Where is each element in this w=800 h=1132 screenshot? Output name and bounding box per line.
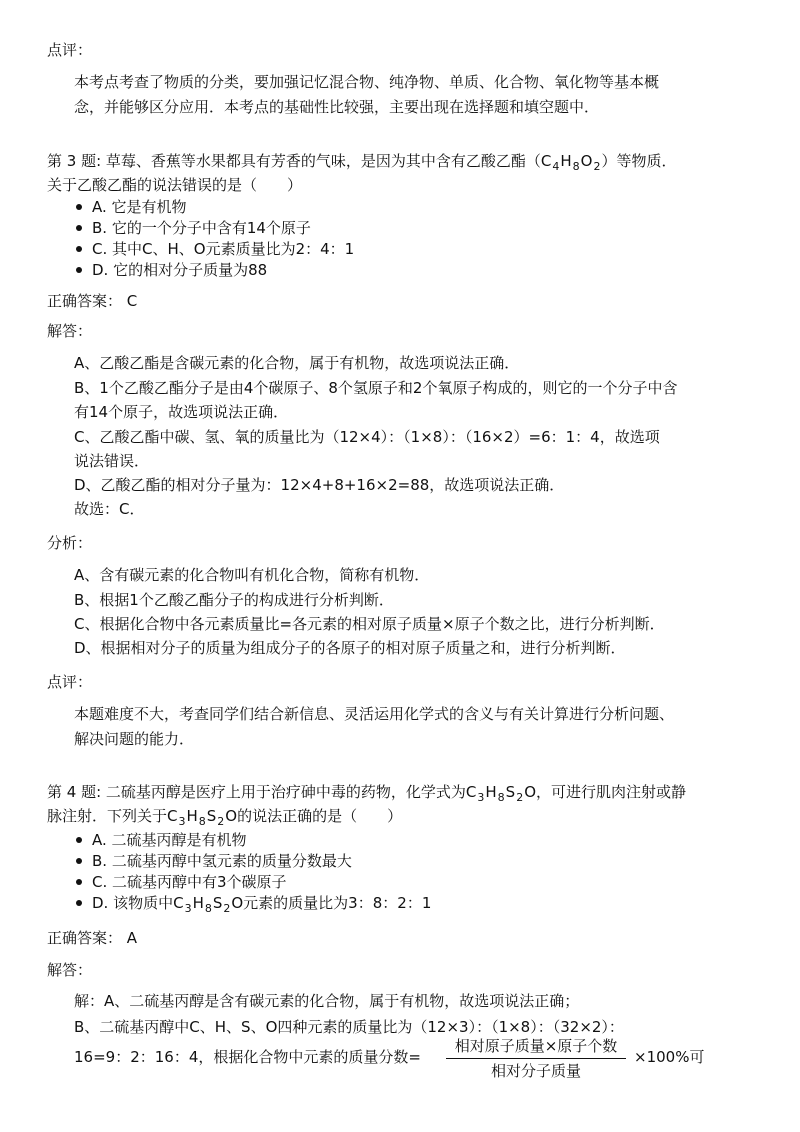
subscript: 2 [217, 815, 225, 828]
stem-text: 第 4 题: 二硫基丙醇是医疗上用于治疗砷中毒的药物，化学式为C [47, 783, 477, 801]
comment-line: 本题难度不大，考查同学们结合新信息、灵活运用化学式的含义与有关计算进行分析问题、 [74, 705, 675, 723]
question-3-answer [47, 291, 137, 311]
mass-fraction-formula [446, 1036, 626, 1081]
question-4-stem [47, 782, 686, 804]
stem-text: O，可进行肌肉注射或静 [524, 783, 687, 801]
option-text: A. 它是有机物 [92, 198, 187, 216]
subscript: 2 [223, 902, 231, 915]
option-text: S [212, 894, 223, 912]
bullet-icon [76, 837, 82, 843]
option-text: O元素的质量比为3：8：2：1 [231, 894, 432, 912]
stem-text: 第 3 题: 草莓、香蕉等水果都具有芳香的气味，是因为其中含有乙酸乙酯（C [47, 152, 552, 170]
question-4-option-b [92, 851, 352, 871]
question-3-stem [47, 151, 677, 173]
question-3-option-d [92, 260, 267, 280]
question-3-stem-line2: 关于乙酸乙酯的说法错误的是（ ） [47, 176, 303, 194]
analysis-line: C、根据化合物中各元素质量比=各元素的相对原子质量×原子个数之比，进行分析判断． [74, 615, 665, 633]
comment-text-line: 本考点考查了物质的分类，要加强记忆混合物、纯净物、单质、化合物、氧化物等基本概 [74, 73, 660, 91]
subscript: 2 [593, 160, 601, 173]
stem-text: ）等物质． [601, 152, 677, 170]
option-text: B. 二硫基丙醇中氢元素的质量分数最大 [92, 852, 352, 870]
subscript: 3 [477, 791, 485, 804]
solution-line-tail: ×100%可 [634, 1048, 705, 1066]
fraction-bar [446, 1058, 626, 1059]
answer-value: C [126, 292, 138, 310]
answer-label: 正确答案： [47, 929, 123, 947]
solution-line: 解：A、二硫基丙醇是含有碳元素的化合物，属于有机物，故选项说法正确； [74, 992, 580, 1010]
subscript: 3 [184, 902, 192, 915]
question-4-option-a [92, 830, 247, 850]
comment-label: 点评： [47, 41, 93, 59]
question-3-option-b [92, 218, 311, 238]
option-text: D. 该物质中C [92, 894, 184, 912]
option-text: H [192, 894, 204, 912]
analysis-line: A、含有碳元素的化合物叫有机化合物，简称有机物． [74, 566, 430, 584]
subscript: 8 [204, 902, 212, 915]
bullet-icon [76, 204, 82, 210]
subscript: 8 [572, 160, 580, 173]
fraction-denominator: 相对分子质量 [490, 1062, 581, 1080]
solution-line: D、乙酸乙酯的相对分子量为：12×4+8+16×2=88，故选项说法正确． [74, 476, 565, 494]
subscript: 4 [552, 160, 560, 173]
option-text: B. 它的一个分子中含有14个原子 [92, 219, 311, 237]
analysis-line: D、根据相对分子的质量为组成分子的各原子的相对原子质量之和，进行分析判断． [74, 639, 626, 657]
question-3-comment-label: 点评： [47, 673, 93, 691]
solution-line: 故选：C． [74, 500, 145, 518]
bullet-icon [76, 858, 82, 864]
stem-text: H [186, 807, 198, 825]
question-3-solution-label: 解答： [47, 322, 93, 340]
question-4-stem-line2 [47, 806, 402, 828]
comment-line: 解决问题的能力． [74, 730, 195, 748]
question-4-option-d [92, 893, 431, 915]
question-4-solution-label: 解答： [47, 961, 93, 979]
question-3-analysis-label: 分析： [47, 534, 93, 552]
solution-line: 说法错误． [74, 452, 150, 470]
subscript: 8 [497, 791, 505, 804]
option-text: A. 二硫基丙醇是有机物 [92, 831, 247, 849]
bullet-icon [76, 225, 82, 231]
option-text: D. 它的相对分子质量为88 [92, 261, 268, 279]
bullet-icon [76, 246, 82, 252]
subscript: 2 [516, 791, 524, 804]
fraction-numerator: 相对原子质量×原子个数 [454, 1037, 618, 1055]
solution-line: B、1个乙酸乙酯分子是由4个碳原子、8个氢原子和2个氧原子构成的，则它的一个分子中含 [74, 379, 678, 397]
solution-line: A、乙酸乙酯是含碳元素的化合物，属于有机物，故选项说法正确． [74, 354, 520, 372]
option-text: C. 二硫基丙醇中有3个碳原子 [92, 873, 287, 891]
stem-text: S [206, 807, 217, 825]
subscript: 3 [178, 815, 186, 828]
question-4-answer [47, 928, 137, 948]
stem-text: O [580, 152, 593, 170]
stem-text: H [485, 783, 497, 801]
analysis-line: B、根据1个乙酸乙酯分子的构成进行分析判断． [74, 591, 394, 609]
bullet-icon [76, 900, 82, 906]
answer-label: 正确答案： [47, 292, 123, 310]
solution-line-with-fraction: 16=9：2：16：4，根据化合物中元素的质量分数= [74, 1048, 421, 1066]
stem-text: S [505, 783, 516, 801]
solution-line: 有14个原子，故选项说法正确． [74, 403, 289, 421]
bullet-icon [76, 879, 82, 885]
stem-text: H [560, 152, 572, 170]
stem-text: O的说法正确的是（ ） [225, 807, 403, 825]
question-3-option-a [92, 197, 187, 217]
answer-value: A [126, 929, 138, 947]
comment-text-line: 念，并能够区分应用．本考点的基础性比较强，主要出现在选择题和填空题中． [74, 98, 600, 116]
subscript: 8 [198, 815, 206, 828]
option-text: C. 其中C、H、O元素质量比为2：4：1 [92, 240, 355, 258]
solution-line: C、乙酸乙酯中碳、氢、氧的质量比为（12×4）：（1×8）：（16×2）=6：1：4，故选项 [74, 428, 660, 446]
bullet-icon [76, 267, 82, 273]
question-4-option-c [92, 872, 287, 892]
stem-text: 脉注射．下列关于C [47, 807, 178, 825]
solution-line: B、二硫基丙醇中C、H、S、O四种元素的质量比为（12×3）：（1×8）：（32×2）： [74, 1018, 624, 1036]
question-3-option-c [92, 239, 354, 259]
